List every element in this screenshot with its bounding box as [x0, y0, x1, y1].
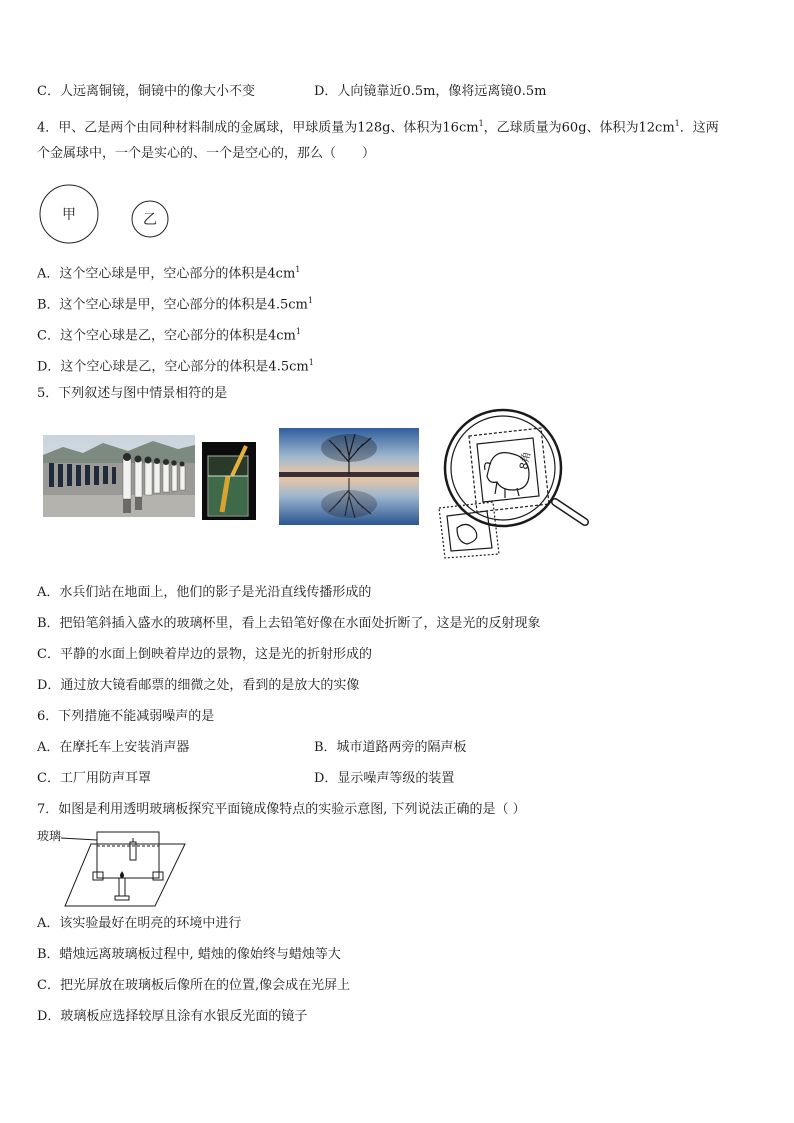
q4-option-b: B．这个空心球是甲，空心部分的体积是$4.5cm^1$ [37, 296, 313, 313]
q6-option-d: D．显示噪声等级的装置 [314, 771, 455, 786]
q7-option-c: C．把光屏放在玻璃板后像所在的位置,像会成在光屏上 [37, 978, 351, 993]
q7-option-b: B．蜡烛远离玻璃板过程中, 蜡烛的像始终与蜡烛等大 [37, 947, 341, 962]
q6-stem: 6．下列措施不能减弱噪声的是 [37, 709, 215, 724]
q4-option-c: C．这个空心球是乙，空心部分的体积是$4cm^1$ [37, 327, 301, 344]
ball-jia-label: 甲 [62, 207, 76, 223]
q4-stem-line1: 4．甲、乙是两个由同种材料制成的金属球，甲球质量为128g、体积为$16cm^1$，乙球质量为60g、体积为$12cm^1$．这两 [37, 119, 719, 136]
q4-balls-figure [38, 182, 178, 252]
stamp-value-label: 8角 [517, 450, 534, 471]
q7-option-d: D．玻璃板应选择较厚且涂有水银反光面的镜子 [37, 1009, 308, 1024]
q3-option-c: C．人远离铜镜，铜镜中的像大小不变 [37, 84, 255, 99]
q4-option-d: D．这个空心球是乙，空心部分的体积是$4.5cm^1$ [37, 358, 314, 375]
q4-stem-line2: 个金属球中，一个是实心的、一个是空心的，那么（ ） [37, 146, 376, 161]
pencil-glass-photo [202, 442, 256, 520]
q5-option-d: D．通过放大镜看邮票的细微之处，看到的是放大的实像 [37, 678, 360, 693]
soldiers-photo [43, 435, 195, 517]
q5-option-b: B．把铅笔斜插入盛水的玻璃杯里，看上去铅笔好像在水面处折断了，这是光的反射现象 [37, 616, 541, 631]
magnifier-stamp-drawing [433, 398, 591, 560]
q4-option-a: A．这个空心球是甲，空心部分的体积是$4cm^1$ [37, 265, 301, 282]
q3-option-d: D．人向镜靠近0.5m，像将远离镜0.5m [314, 84, 547, 99]
q5-option-c: C．平静的水面上倒映着岸边的景物，这是光的折射形成的 [37, 647, 372, 662]
q6-option-b: B．城市道路两旁的隔声板 [314, 740, 467, 755]
q5-stem: 5．下列叙述与图中情景相符的是 [37, 386, 228, 401]
glass-label: 玻璃 [37, 829, 62, 843]
tree-reflection-photo [279, 428, 419, 525]
ball-yi-label: 乙 [143, 212, 157, 228]
q5-option-a: A．水兵们站在地面上，他们的影子是光沿直线传播形成的 [37, 585, 372, 600]
mirror-experiment-diagram [35, 826, 195, 910]
q6-option-a: A．在摩托车上安装消声器 [37, 740, 190, 755]
q7-option-a: A．该实验最好在明亮的环境中进行 [37, 916, 242, 931]
q6-option-c: C．工厂用防声耳罩 [37, 771, 151, 786]
q7-stem: 7．如图是利用透明玻璃板探究平面镜成像特点的实验示意图, 下列说法正确的是（ ） [37, 802, 526, 817]
